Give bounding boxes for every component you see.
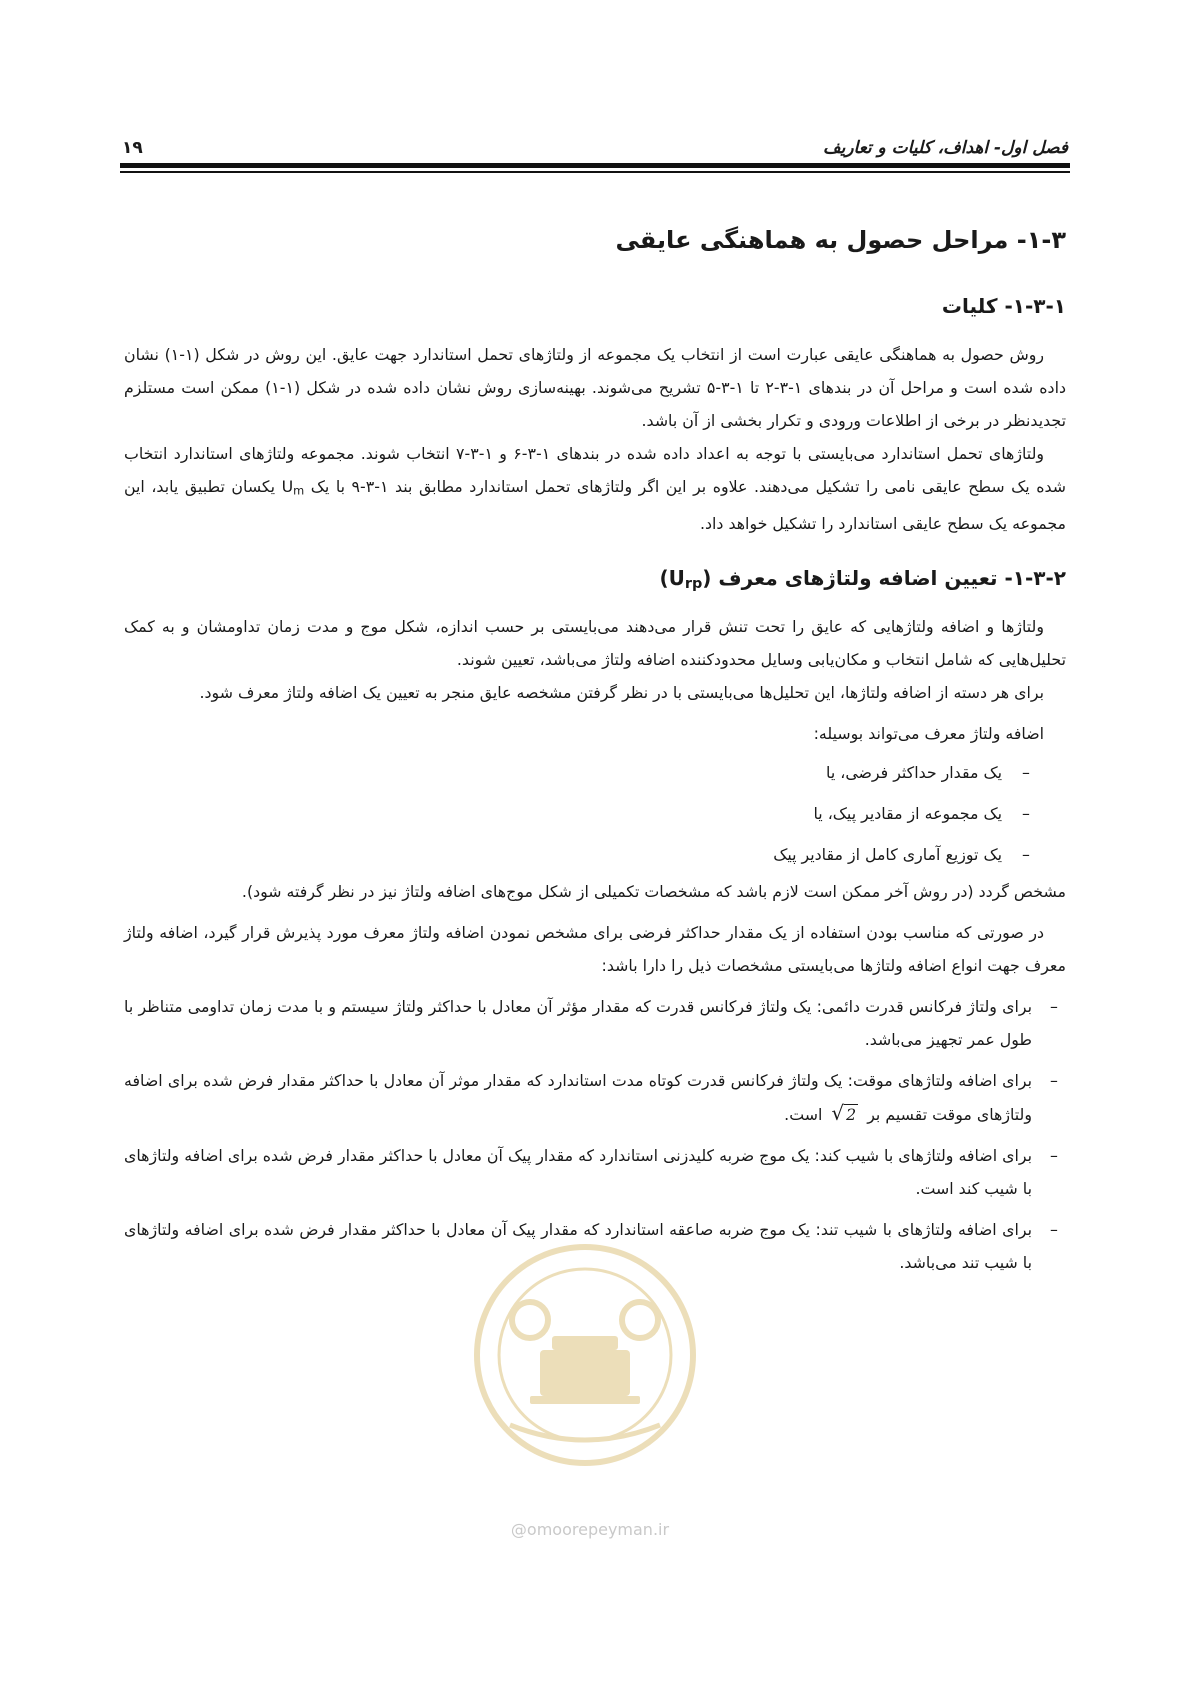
options-lead: اضافه ولتاژ معرف می‌تواند بوسیله: (813, 724, 1044, 744)
section-heading: ۱-۳- مراحل حصول به هماهنگی عایقی (615, 226, 1066, 254)
header-rule-thin (120, 171, 1070, 173)
paragraph-general-2-part2: یکسان تطبیق یابد، این مجموعه یک سطح عایقی استاندارد را تشکیل خواهد داد. (124, 477, 1066, 534)
list-item: – برای اضافه ولتاژهای با شیب تند: یک موج ضربه صاعقه استاندارد که مقدار پیک آن معادل با حداکثر مقدار فرض شده برای اضافه ولتاژهای با شیب تند می‌باشد. (124, 1220, 1058, 1273)
list-item: – برای اضافه ولتاژهای موقت: یک ولتاژ فرکانس قدرت کوتاه مدت استاندارد که مقدار موثر آن معادل با حداکثر مقدار فرض شده برای اضافه ولتاژهای موقت تقسیم بر √ 2 است. (124, 1064, 1066, 1131)
paragraph-representative-2: برای هر دسته از اضافه ولتاژها، این تحلیل‌ها می‌بایستی با در نظر گرفتن مشخصه عایق منجر به تعیین یک اضافه ولتاژ معرف شود. (199, 683, 1044, 703)
list-item: – یک توزیع آماری کامل از مقادیر پیک (773, 845, 1030, 865)
paragraph-representative-1: ولتاژها و اضافه ولتاژهایی که عایق را تحت تنش قرار می‌دهند می‌بایستی بر حسب اندازه، شکل موج و مدت زمان تداومشان و به کمک تحلیل‌هایی که شامل انتخاب و مکان‌یابی وسایل محدودکننده اضافه ولتاژ می‌باشد، تعیین شوند. (124, 617, 1066, 670)
list-item: – برای ولتاژ فرکانس قدرت دائمی: یک ولتاژ فرکانس قدرت که مقدار مؤثر آن معادل با حداکثر ولتاژ سیستم و با مدت زمان تداومی متناظر با طول عمر تجهیز می‌باشد. (124, 997, 1058, 1050)
paragraph-representative-3: مشخص گردد (در روش آخر ممکن است لازم باشد که مشخصات تکمیلی از شکل موج‌های اضافه ولتاژ نیز در نظر گرفته شود). (241, 882, 1066, 902)
chapter-title: فصل اول- اهداف، کلیات و تعاریف (822, 138, 1068, 158)
paragraph-general-2-part1: ولتاژهای تحمل استاندارد می‌بایستی با توجه به اعداد داده شده در بندهای ۱-۳-۶ و ۱-۳-۷ انتخاب شوند. مجموعه ولتاژهای استاندارد انتخاب شده یک سطح عایقی نامی را تشکیل می‌دهند. علاوه بر این اگر ولتاژهای تحمل استاندارد مطابق بند ۱-۳-۹ با یک (124, 444, 1067, 496)
paragraph-representative-4: در صورتی که مناسب بودن استفاده از یک مقدار حداکثر فرضی برای مشخص نمودن اضافه ولتاژ معرف مورد پذیرش قرار گیرد، اضافه ولتاژ معرف جهت انواع اضافه ولتاژها می‌بایستی مشخصات ذیل را دارا باشد: (124, 923, 1066, 976)
subsection-heading-general: ۱-۳-۱- کلیات (941, 294, 1066, 318)
overvoltage-types-list (124, 990, 1066, 1279)
watermark-seal (470, 1240, 700, 1470)
paragraph-general-1: روش حصول به هماهنگی عایقی عبارت است از انتخاب یک مجموعه از ولتاژهای تحمل استاندارد جهت عایق. این روش در شکل (۱-۱) نشان داده شده است و مراحل آن در بندهای ۱-۳-۲ تا ۱-۳-۵ تشریح می‌شوند. بهینه‌سازی روش نشان داده شده در شکل (۱-۱) ممکن است مستلزم تجدیدنظر در برخی از اطلاعات ورودی و تکرار بخشی از آن باشد. (124, 345, 1066, 430)
page-number: ۱۹ (122, 138, 143, 158)
watermark-site: @omoorepeyman.ir (510, 1520, 670, 1539)
header-rule-thick (120, 163, 1070, 168)
urp-symbol: (Urp) (659, 566, 712, 593)
list-item: – یک مقدار حداکثر فرضی، یا (826, 763, 1030, 783)
page-header (122, 126, 1068, 158)
page-content (124, 190, 1066, 1287)
sqrt-symbol: √ 2 (831, 1101, 857, 1126)
list-item: – برای اضافه ولتاژهای با شیب کند: یک موج ضربه کلیدزنی استاندارد که مقدار پیک آن معادل با حداکثر مقدار فرض شده برای اضافه ولتاژهای با شیب کند است. (124, 1146, 1058, 1199)
subsection-heading-representative-overvoltages: ۱-۳-۲- تعیین اضافه ولتاژهای معرف (Urp) (659, 566, 1066, 593)
um-symbol: $U_m$ (281, 477, 305, 498)
paragraph-general-2 (124, 437, 1066, 540)
list-item: – یک مجموعه از مقادیر پیک، یا (813, 804, 1030, 824)
options-list (124, 756, 1066, 871)
